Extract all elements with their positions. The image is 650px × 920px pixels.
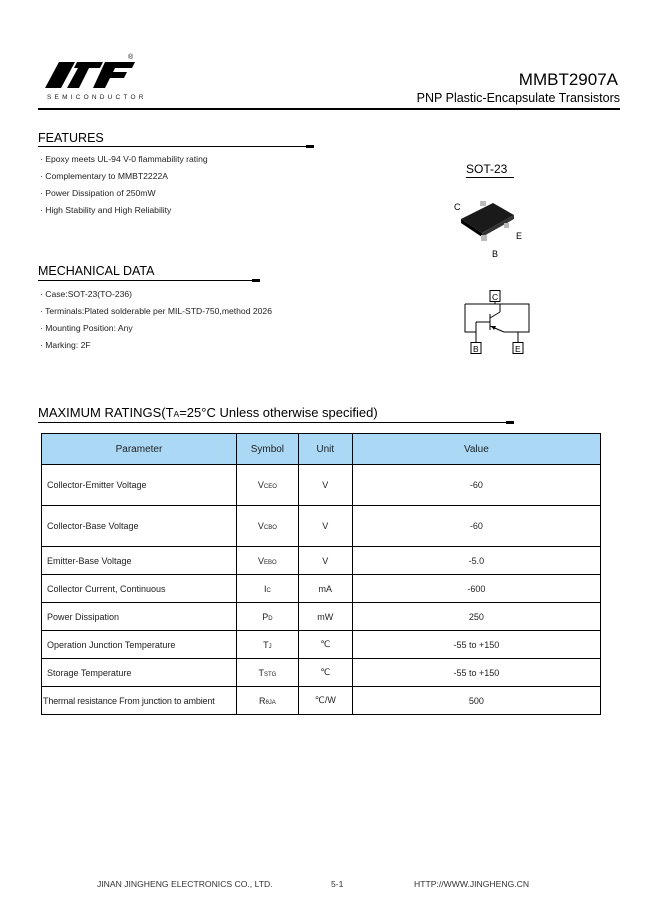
symbol-cell bbox=[236, 631, 298, 659]
symbol-subscript: C bbox=[266, 587, 271, 594]
package-name: SOT-23 bbox=[466, 162, 508, 176]
column-header-symbol: Symbol bbox=[236, 434, 298, 465]
company-logo bbox=[45, 58, 135, 90]
column-header-value: Value bbox=[352, 434, 600, 465]
parameter-cell: Collector Current, Continuous bbox=[42, 575, 237, 603]
symbol-cell bbox=[236, 603, 298, 631]
table-row bbox=[42, 687, 601, 715]
unit-cell: V bbox=[298, 547, 352, 575]
package-name-underline bbox=[466, 177, 514, 178]
symbol-main: V bbox=[257, 480, 264, 490]
mechanical-list bbox=[40, 286, 272, 354]
table-row bbox=[42, 465, 601, 506]
parameter-cell: Storage Temperature bbox=[42, 659, 237, 687]
value-cell: 250 bbox=[352, 603, 600, 631]
table-row bbox=[42, 575, 601, 603]
mechanical-item: · Terminals:Plated solderable per MIL-STD-750,method 2026 bbox=[40, 306, 272, 316]
unit-cell: mW bbox=[298, 603, 352, 631]
symbol-cell bbox=[236, 659, 298, 687]
unit-cell: ℃ bbox=[298, 659, 352, 687]
schematic-pin-e: E bbox=[515, 344, 521, 354]
mechanical-heading-rule bbox=[38, 280, 260, 281]
value-cell: 500 bbox=[352, 687, 600, 715]
unit-cell: mA bbox=[298, 575, 352, 603]
symbol-main: V bbox=[258, 555, 265, 566]
ratings-heading-sub: A bbox=[173, 409, 180, 419]
value-cell: -60 bbox=[352, 465, 600, 506]
parameter-cell: Emitter-Base Voltage bbox=[42, 547, 237, 575]
unit-cell: ℃ bbox=[298, 631, 352, 659]
unit-cell: V bbox=[298, 506, 352, 547]
symbol-cell bbox=[236, 575, 298, 603]
symbol-subscript: CEO bbox=[263, 484, 277, 490]
feature-item: · Power Dissipation of 250mW bbox=[40, 188, 156, 198]
features-list bbox=[40, 151, 208, 219]
parameter-cell: Collector-Emitter Voltage bbox=[42, 465, 237, 506]
company-tagline: SEMICONDUCTOR bbox=[47, 94, 147, 101]
symbol-cell bbox=[236, 547, 298, 575]
symbol-cell bbox=[236, 506, 298, 547]
features-heading-marker bbox=[306, 145, 314, 148]
sot23-package-illustration bbox=[452, 197, 530, 259]
symbol-cell bbox=[236, 687, 298, 715]
table-row bbox=[42, 506, 601, 547]
value-cell: -55 to +150 bbox=[352, 659, 600, 687]
unit-cell: V bbox=[298, 465, 352, 506]
table-row bbox=[42, 631, 601, 659]
registered-mark: ® bbox=[128, 54, 134, 61]
ratings-heading-marker bbox=[506, 421, 514, 424]
symbol-main: R bbox=[258, 695, 266, 706]
value-cell: -60 bbox=[352, 506, 600, 547]
document-subtitle: PNP Plastic-Encapsulate Transistors bbox=[416, 91, 620, 105]
symbol-main: I bbox=[263, 583, 267, 594]
mechanical-item: · Marking: 2F bbox=[40, 340, 91, 350]
package-pin-e: E bbox=[516, 231, 523, 241]
ratings-heading bbox=[38, 405, 378, 420]
symbol-subscript: θJA bbox=[265, 699, 276, 706]
package-pin-c: C bbox=[454, 202, 461, 212]
package-pin-b: B bbox=[492, 249, 499, 259]
footer-url: HTTP://WWW.JINGHENG.CN bbox=[414, 879, 530, 889]
value-cell: -5.0 bbox=[352, 547, 600, 575]
parameter-cell: Operation Junction Temperature bbox=[42, 631, 237, 659]
mechanical-heading-marker bbox=[252, 279, 260, 282]
table-row bbox=[42, 659, 601, 687]
table-row bbox=[42, 603, 601, 631]
transistor-schematic bbox=[460, 290, 534, 358]
maximum-ratings-table bbox=[41, 433, 601, 715]
header-divider bbox=[38, 108, 620, 110]
symbol-subscript: EBO bbox=[264, 559, 277, 566]
unit-cell: ℃/W bbox=[298, 687, 352, 715]
value-cell: -600 bbox=[352, 575, 600, 603]
column-header-parameter: Parameter bbox=[42, 434, 237, 465]
symbol-cell bbox=[236, 465, 298, 506]
footer-page-number: 5-1 bbox=[331, 879, 344, 889]
parameter-cell: Thermal resistance From junction to ambient bbox=[42, 687, 237, 715]
table-header-row bbox=[42, 434, 601, 465]
symbol-subscript: D bbox=[268, 615, 273, 622]
ratings-heading-rule bbox=[38, 422, 514, 423]
value-cell: -55 to +150 bbox=[352, 631, 600, 659]
mechanical-heading: MECHANICAL DATA bbox=[38, 264, 155, 278]
symbol-main: T bbox=[263, 639, 269, 650]
feature-item: · High Stability and High Reliability bbox=[40, 205, 172, 215]
parameter-cell: Collector-Base Voltage bbox=[42, 506, 237, 547]
feature-item: · Epoxy meets UL-94 V-0 flammability rating bbox=[40, 154, 208, 164]
table-row bbox=[42, 547, 601, 575]
symbol-main: T bbox=[258, 667, 264, 678]
mechanical-item: · Case:SOT-23(TO-236) bbox=[40, 289, 133, 299]
symbol-subscript: CBO bbox=[263, 525, 277, 531]
features-heading: FEATURES bbox=[38, 131, 104, 145]
ratings-heading-rest: =25°C Unless otherwise specified) bbox=[179, 405, 378, 420]
mechanical-item: · Mounting Position: Any bbox=[40, 323, 133, 333]
schematic-pin-b: B bbox=[473, 344, 479, 354]
symbol-subscript: STG bbox=[263, 671, 277, 678]
features-heading-rule bbox=[38, 146, 314, 147]
part-number: MMBT2907A bbox=[518, 70, 618, 89]
footer-company: JINAN JINGHENG ELECTRONICS CO., LTD. bbox=[97, 879, 273, 889]
ratings-heading-main: MAXIMUM RATINGS(T bbox=[38, 405, 174, 420]
symbol-subscript: J bbox=[268, 643, 272, 650]
symbol-main: V bbox=[257, 521, 264, 531]
column-header-unit: Unit bbox=[298, 434, 352, 465]
schematic-pin-c: C bbox=[492, 292, 499, 302]
symbol-main: P bbox=[262, 611, 269, 622]
feature-item: · Complementary to MMBT2222A bbox=[40, 171, 168, 181]
parameter-cell: Power Dissipation bbox=[42, 603, 237, 631]
